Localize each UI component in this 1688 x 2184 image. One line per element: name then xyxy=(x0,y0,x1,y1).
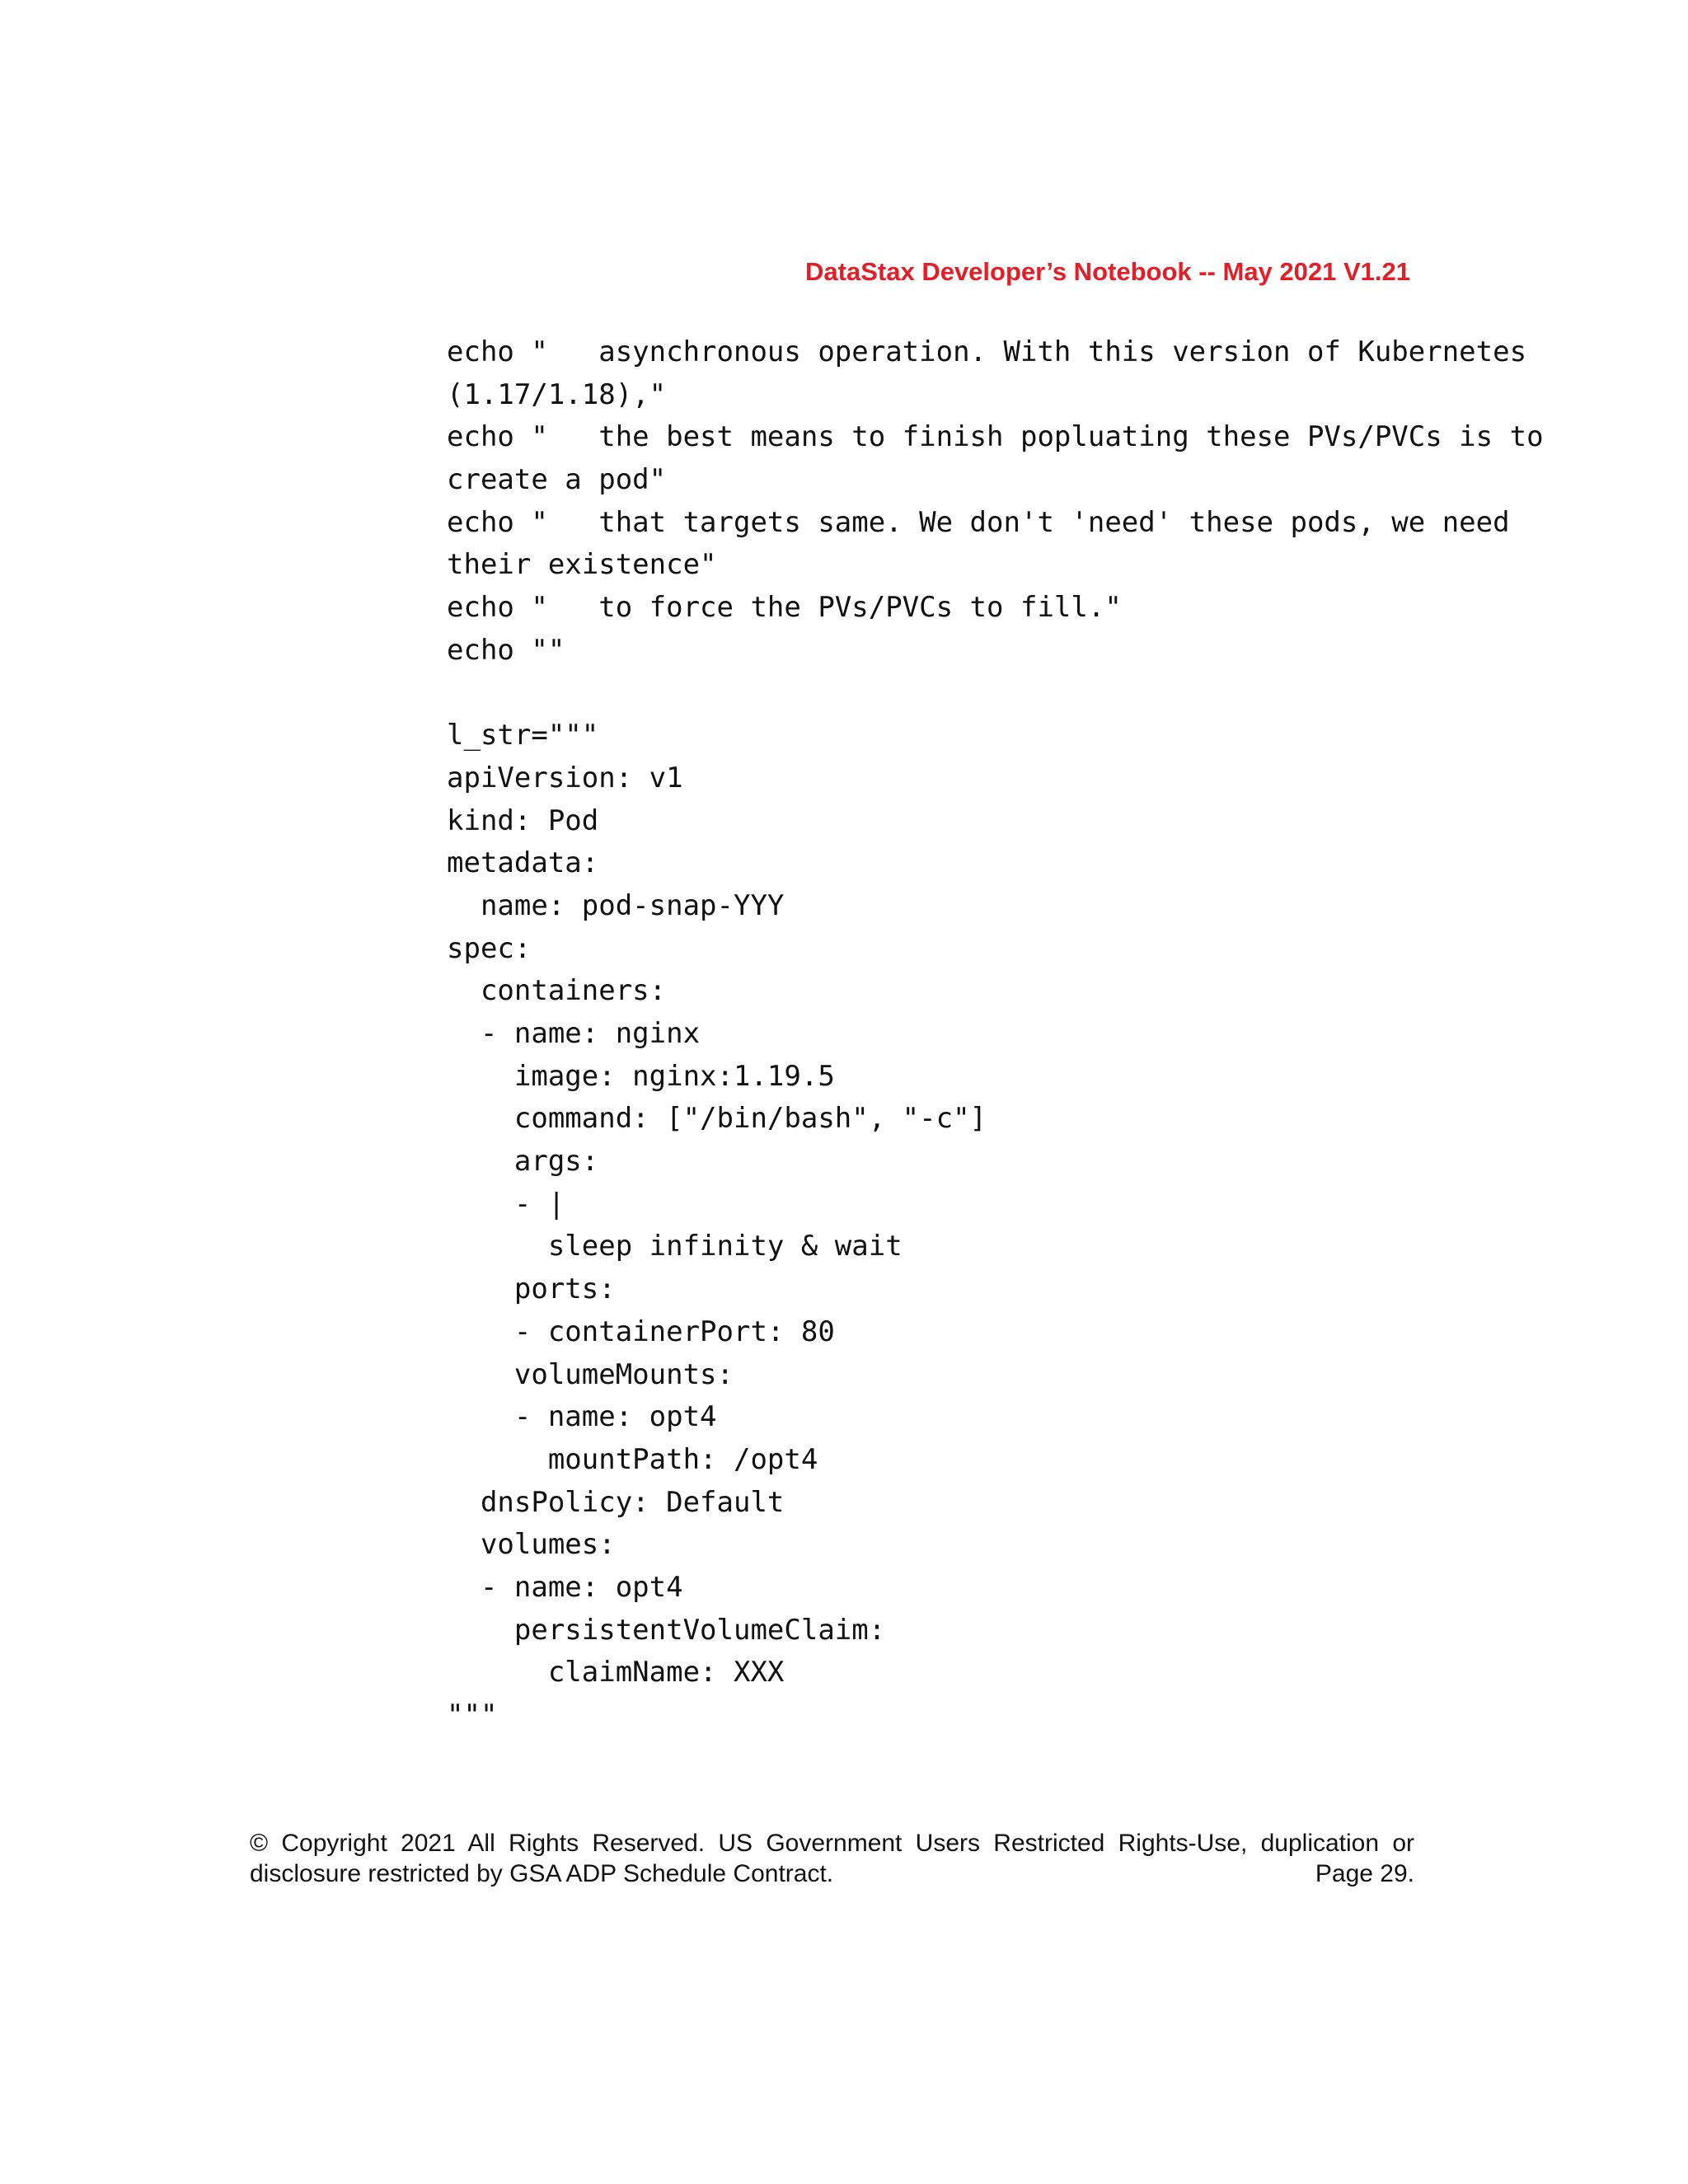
code-line: - containerPort: 80 xyxy=(447,1315,835,1348)
code-line: create a pod" xyxy=(447,463,667,497)
code-line: l_str=""" xyxy=(447,719,599,752)
code-line: mountPath: /opt4 xyxy=(447,1442,818,1476)
code-line: command: ["/bin/bash", "-c"] xyxy=(447,1102,987,1136)
footer-disclosure: disclosure restricted by GSA ADP Schedule Contract. xyxy=(250,1860,834,1887)
code-line: persistentVolumeClaim: xyxy=(447,1613,886,1647)
code-line: spec: xyxy=(447,931,532,965)
code-line: - | xyxy=(447,1187,565,1221)
code-line: - name: opt4 xyxy=(447,1570,683,1604)
code-line: name: pod-snap-YYY xyxy=(447,888,785,922)
footer-page-number: Page 29. xyxy=(1315,1860,1414,1887)
code-line: """ xyxy=(447,1699,498,1732)
code-line: apiVersion: v1 xyxy=(447,761,683,794)
code-line: echo " the best means to finish popluating these PVs/PVCs is to xyxy=(447,420,1544,454)
page-footer xyxy=(250,1828,1414,1889)
code-block xyxy=(447,331,1544,1737)
code-line: echo " that targets same. We don't 'need' these pods, we need xyxy=(447,505,1510,539)
code-line: echo " asynchronous operation. With this version of Kubernetes xyxy=(447,335,1527,368)
code-line: volumes: xyxy=(447,1528,616,1562)
page-header-title: DataStax Developer’s Notebook -- May 2021 V1.21 xyxy=(805,257,1410,286)
code-line: sleep infinity & wait xyxy=(447,1230,903,1263)
code-line: - name: nginx xyxy=(447,1017,701,1050)
code-line: - name: opt4 xyxy=(447,1400,717,1434)
code-line: their existence" xyxy=(447,548,717,582)
code-line: dnsPolicy: Default xyxy=(447,1485,785,1519)
footer-copyright: © Copyright 2021 All Rights Reserved. US Government Users Restricted Rights-Use, duplication or xyxy=(250,1830,1414,1857)
code-line: claimName: XXX xyxy=(447,1656,785,1690)
code-line: echo " to force the PVs/PVCs to fill." xyxy=(447,591,1122,625)
code-line xyxy=(447,673,1419,715)
code-line: image: nginx:1.19.5 xyxy=(447,1059,835,1093)
code-line: kind: Pod xyxy=(447,804,599,837)
code-line: (1.17/1.18)," xyxy=(447,377,667,411)
code-line: volumeMounts: xyxy=(447,1357,734,1391)
code-line: echo "" xyxy=(447,633,565,667)
footer-second-line xyxy=(250,1858,1414,1889)
code-line: ports: xyxy=(447,1272,616,1306)
code-line: containers: xyxy=(447,974,667,1008)
code-line: metadata: xyxy=(447,846,599,880)
code-line: args: xyxy=(447,1145,599,1179)
